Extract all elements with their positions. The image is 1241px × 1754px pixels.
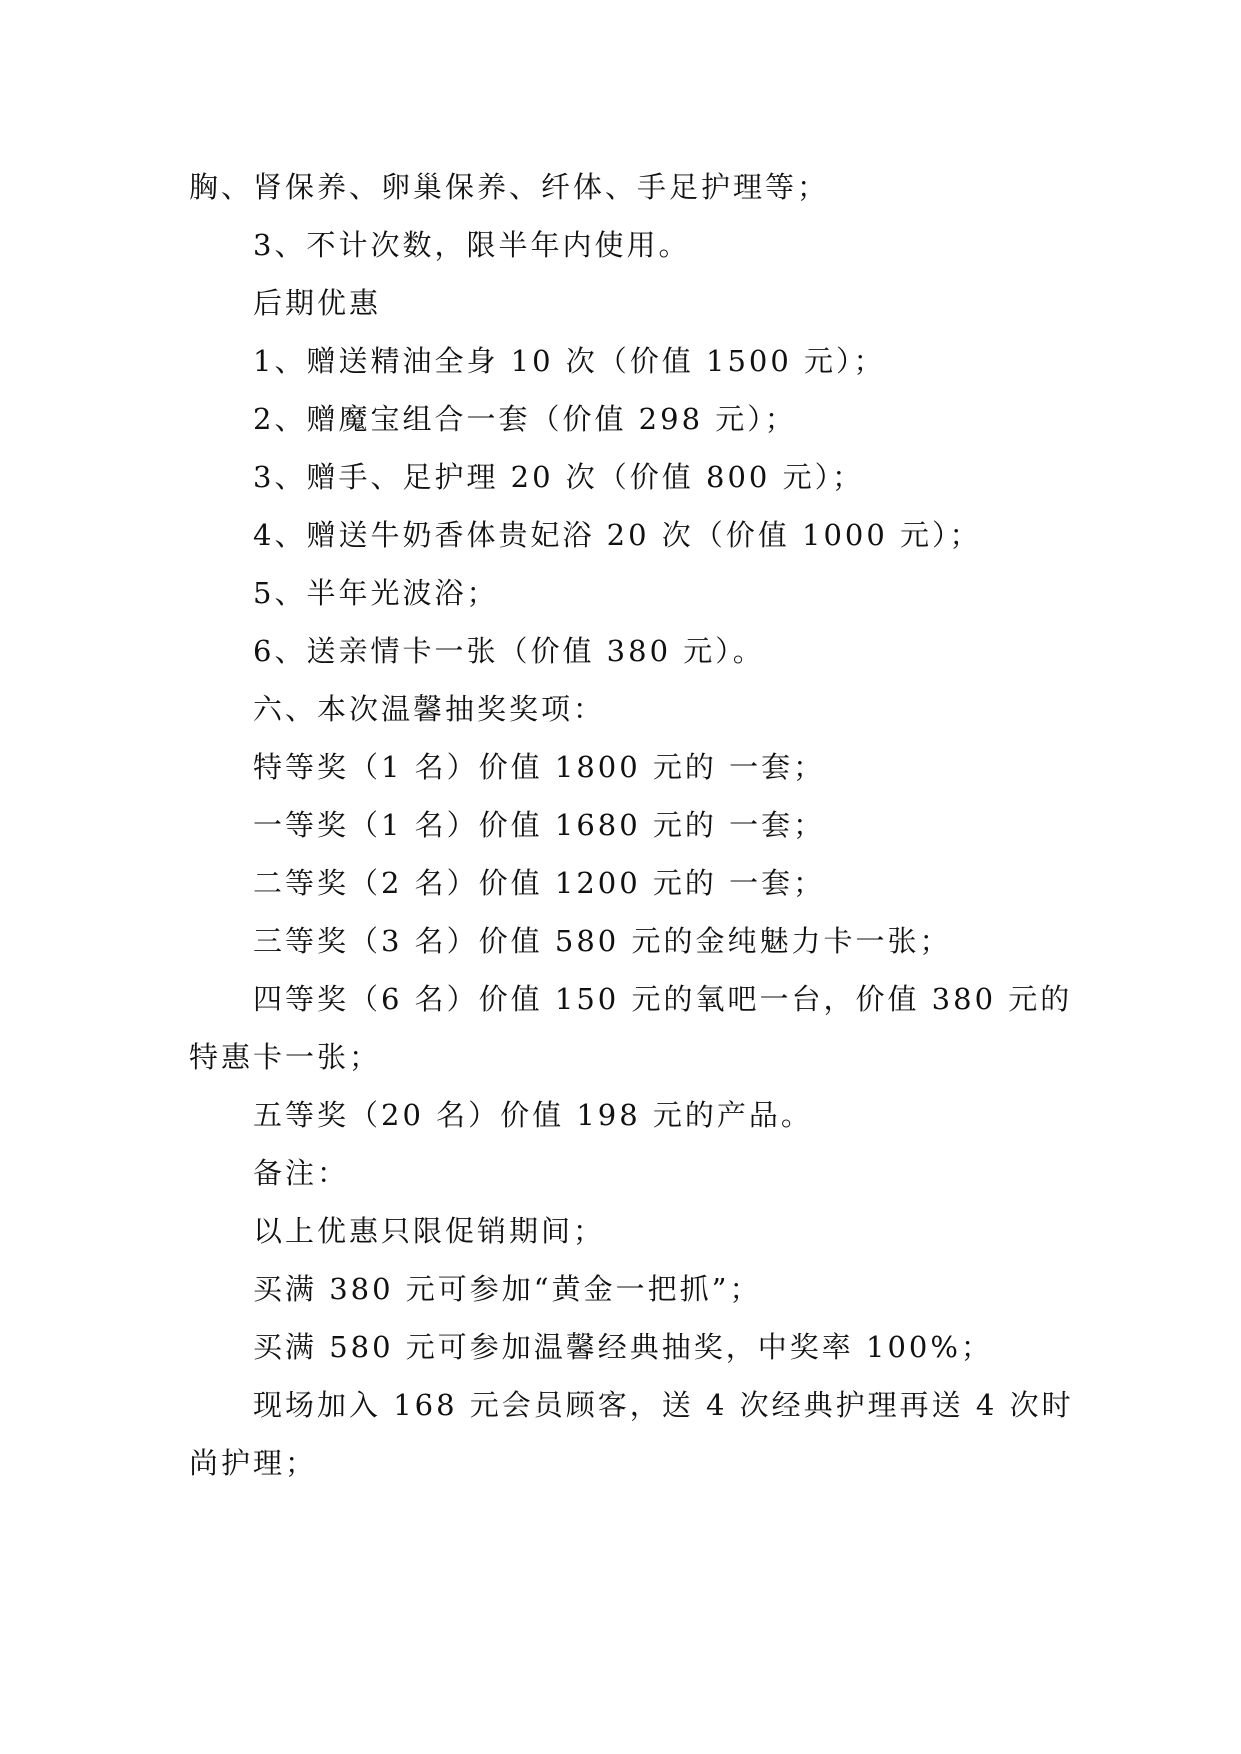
note-item-continued: 尚护理； [189, 1446, 318, 1480]
prize-item: 特等奖（1 名）价值 1800 元的 一套； [253, 750, 826, 784]
list-item: 4、赠送牛奶香体贵妃浴 20 次（价值 1000 元）； [253, 518, 982, 552]
note-item: 买满 380 元可参加“黄金一把抓”； [253, 1272, 762, 1306]
notes-heading: 备注： [253, 1156, 350, 1190]
note-item: 以上优惠只限促销期间； [253, 1214, 606, 1248]
prize-item: 四等奖（6 名）价值 150 元的氧吧一台，价值 380 元的 [253, 982, 1073, 1016]
list-item: 3、赠手、足护理 20 次（价值 800 元）； [253, 460, 865, 494]
note-item: 买满 580 元可参加温馨经典抽奖，中奖率 100%； [253, 1330, 993, 1364]
list-item: 1、赠送精油全身 10 次（价值 1500 元）； [253, 344, 886, 378]
prize-item: 二等奖（2 名）价值 1200 元的 一套； [253, 866, 826, 900]
document-body [189, 158, 1074, 1492]
text-line: 胸、肾保养、卵巢保养、纤体、手足护理等； [189, 170, 830, 204]
text-line: 3、不计次数，限半年内使用。 [253, 228, 691, 262]
prize-item-continued: 特惠卡一张； [189, 1040, 382, 1074]
prize-item: 一等奖（1 名）价值 1680 元的 一套； [253, 808, 826, 842]
note-item: 现场加入 168 元会员顾客，送 4 次经典护理再送 4 次时 [253, 1388, 1074, 1422]
list-item: 6、送亲情卡一张（价值 380 元）。 [253, 634, 765, 668]
section-heading: 六、本次温馨抽奖奖项： [253, 692, 606, 726]
prize-item: 三等奖（3 名）价值 580 元的金纯魅力卡一张； [253, 924, 952, 958]
list-item: 2、赠魔宝组合一套（价值 298 元）； [253, 402, 797, 436]
prize-item: 五等奖（20 名）价值 198 元的产品。 [253, 1098, 813, 1132]
list-item: 5、半年光波浴； [253, 576, 499, 610]
section-heading: 后期优惠 [253, 286, 382, 320]
